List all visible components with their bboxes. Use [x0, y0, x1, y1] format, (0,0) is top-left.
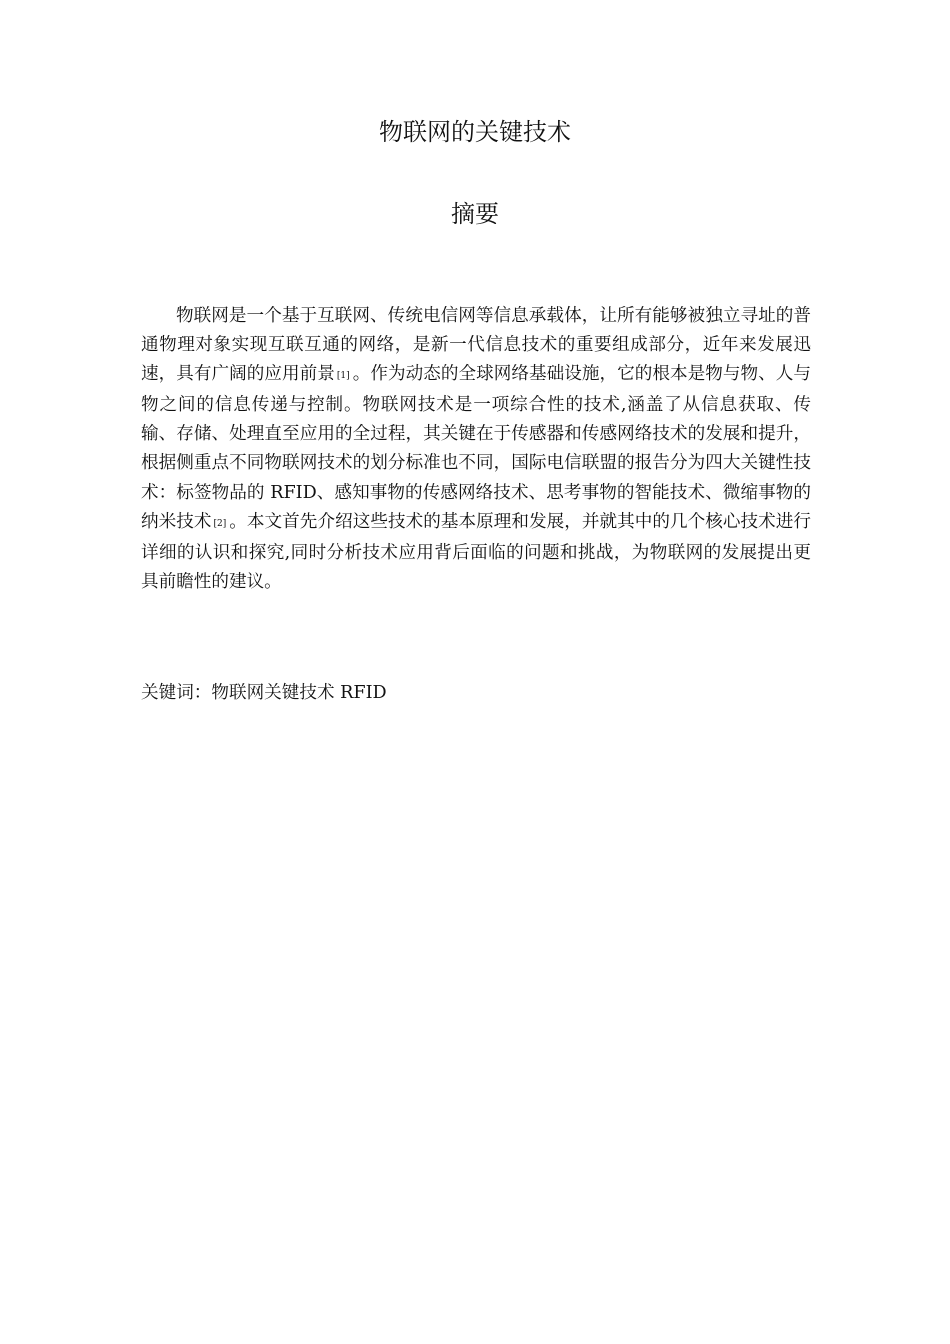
document-title: 物联网的关键技术 — [379, 118, 571, 146]
abstract-text-part-1: 物联网是一个基于互联网、传统电信网等信息承载体，让所有能够被独立寻址的普通物理对象实现互联互通的网络，是新一代信息技术的重要组成部分，近年来发展迅速，具有广阔的应用前景 — [141, 306, 811, 385]
abstract-paragraph — [141, 302, 811, 597]
citation-1: [1] — [336, 371, 350, 382]
abstract-text-part-2: 。作为动态的全球网络基础设施，它的根本是物与物、人与物之间的信息传递与控制。物联网技术是一项综合性的技术,涵盖了从信息获取、传输、存储、处理直至应用的全过程，其关键在于传感器和传感网络技术的发展和提升，根据侧重点不同物联网技术的划分标准也不同，国际电信联盟的报告分为四大关键性技术：标签物品的 RFID、感知事物的传感网络技术、思考事物的智能技术、微缩事物的纳米技术 — [141, 364, 811, 532]
citation-2: [2] — [213, 518, 227, 529]
keywords-line: 关键词：物联网关键技术 RFID — [141, 683, 387, 703]
abstract-heading: 摘要 — [451, 200, 499, 228]
abstract-text-part-3: 。本文首先介绍这些技术的基本原理和发展，并就其中的几个核心技术进行详细的认识和探究,同时分析技术应用背后面临的问题和挑战，为物联网的发展提出更具前瞻性的建议。 — [141, 511, 811, 592]
